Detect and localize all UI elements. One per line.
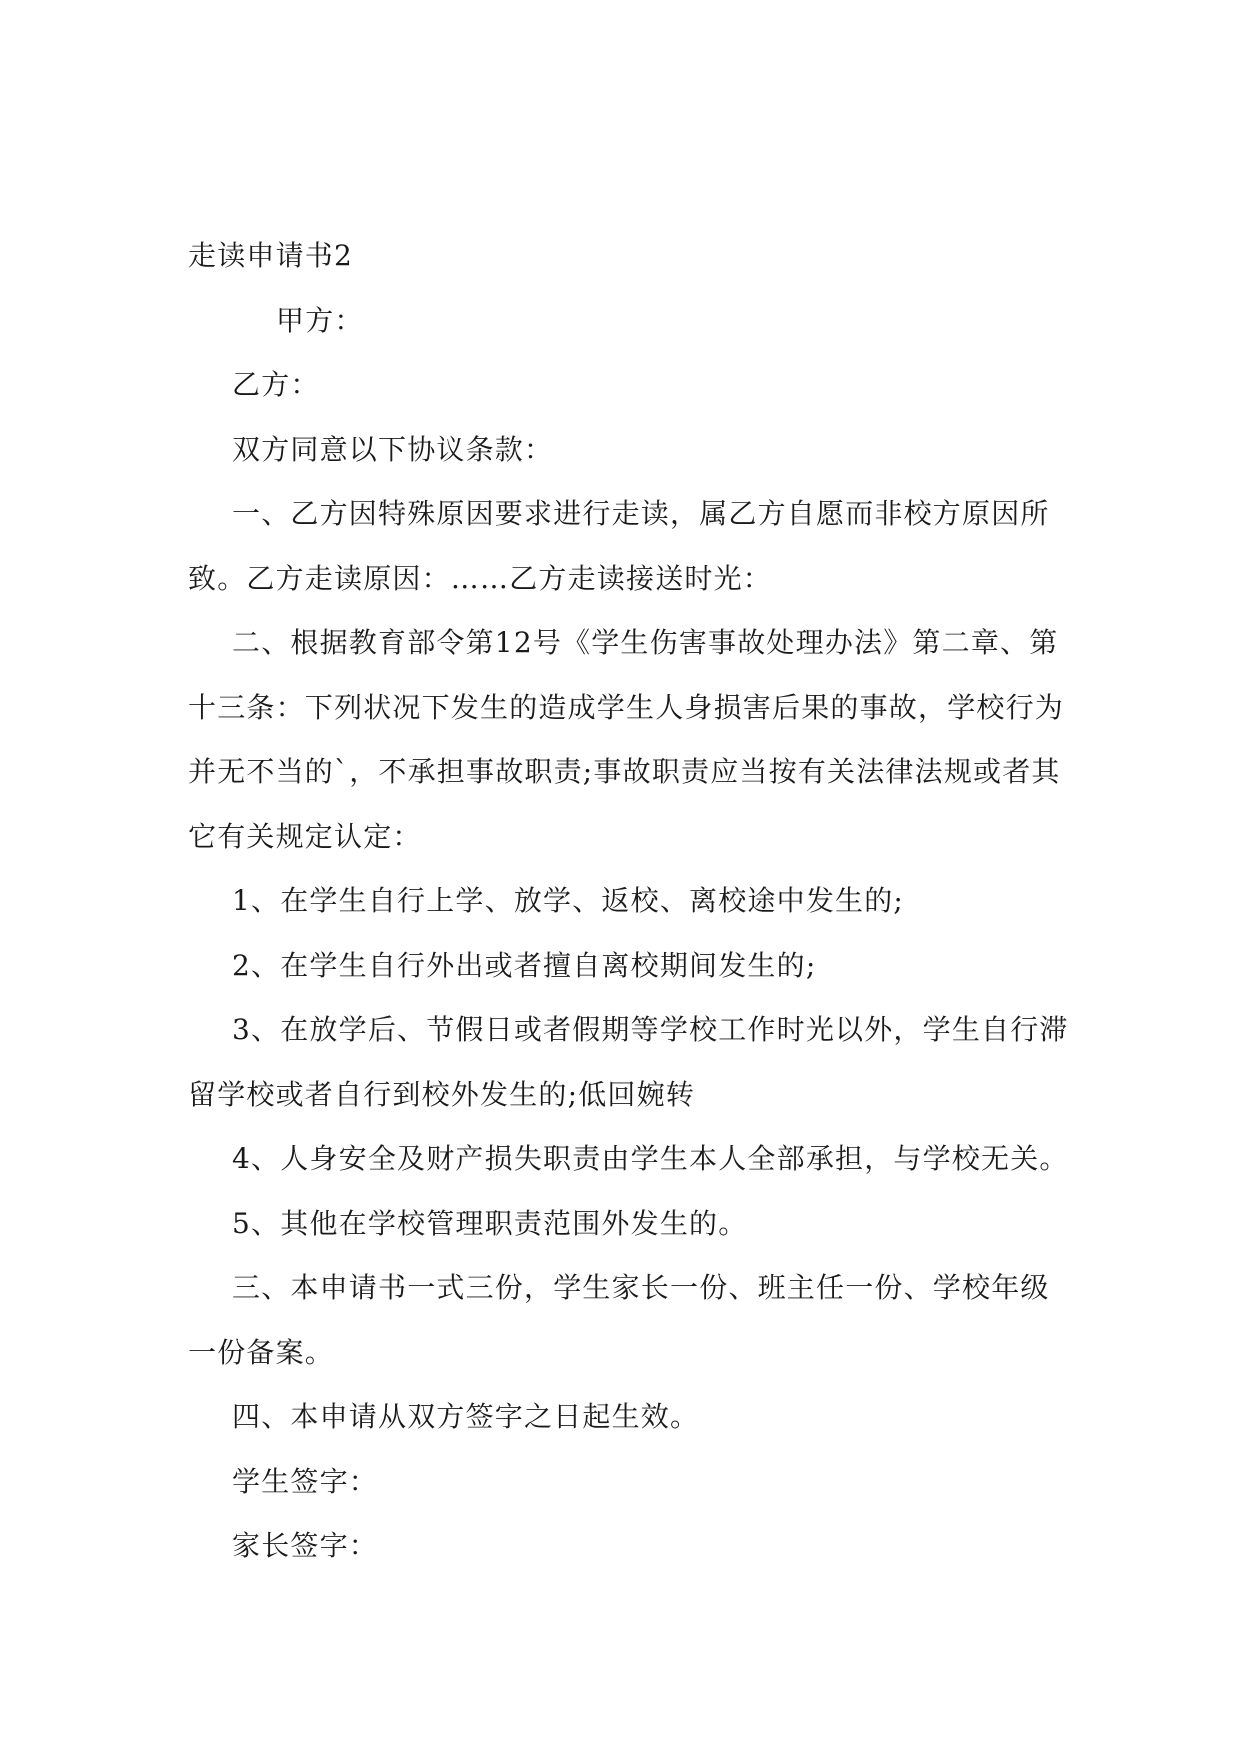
clause-two-line-3: 并无不当的`，不承担事故职责;事故职责应当按有关法律法规或者其 xyxy=(188,755,1061,788)
sub-item-1: 1、在学生自行上学、放学、返校、离校途中发生的; xyxy=(232,884,905,917)
sub-item-3-line-1: 3、在放学后、节假日或者假期等学校工作时光以外，学生自行滞 xyxy=(232,1013,1069,1046)
document-body xyxy=(188,224,1069,1579)
clause-two-line-1: 二、根据教育部令第12号《学生伤害事故处理办法》第二章、第 xyxy=(232,626,1059,659)
student-signature-line: 学生签字： xyxy=(232,1464,379,1498)
sub-item-4: 4、人身安全及财产损失职责由学生本人全部承担，与学校无关。 xyxy=(232,1142,1069,1175)
sub-item-5: 5、其他在学校管理职责范围外发生的。 xyxy=(232,1206,748,1240)
clause-one-line-1: 一、乙方因特殊原因要求进行走读，属乙方自愿而非校方原因所 xyxy=(232,497,1050,530)
party-b-line: 乙方： xyxy=(232,368,320,401)
clause-three-line-1: 三、本申请书一式三份，学生家长一份、班主任一份、学校年级 xyxy=(232,1271,1050,1304)
document-title: 走读申请书2 xyxy=(188,239,354,272)
clause-two-line-2: 十三条：下列状况下发生的造成学生人身损害后果的事故，学校行为 xyxy=(188,690,1065,724)
clause-two-line-4: 它有关规定认定： xyxy=(188,819,422,853)
party-a-line: 甲方： xyxy=(276,303,364,337)
sub-item-3-line-2: 留学校或者自行到校外发生的;低回婉转 xyxy=(188,1077,696,1111)
sub-item-2: 2、在学生自行外出或者擅自离校期间发生的; xyxy=(232,948,817,982)
parent-signature-line: 家长签字： xyxy=(232,1529,379,1562)
clause-three-line-2: 一份备案。 xyxy=(188,1335,335,1369)
agreement-intro: 双方同意以下协议条款： xyxy=(232,432,554,466)
clause-one-line-2: 致。乙方走读原因：……乙方走读接送时光： xyxy=(188,561,773,595)
clause-four: 四、本申请从双方签字之日起生效。 xyxy=(232,1400,700,1433)
